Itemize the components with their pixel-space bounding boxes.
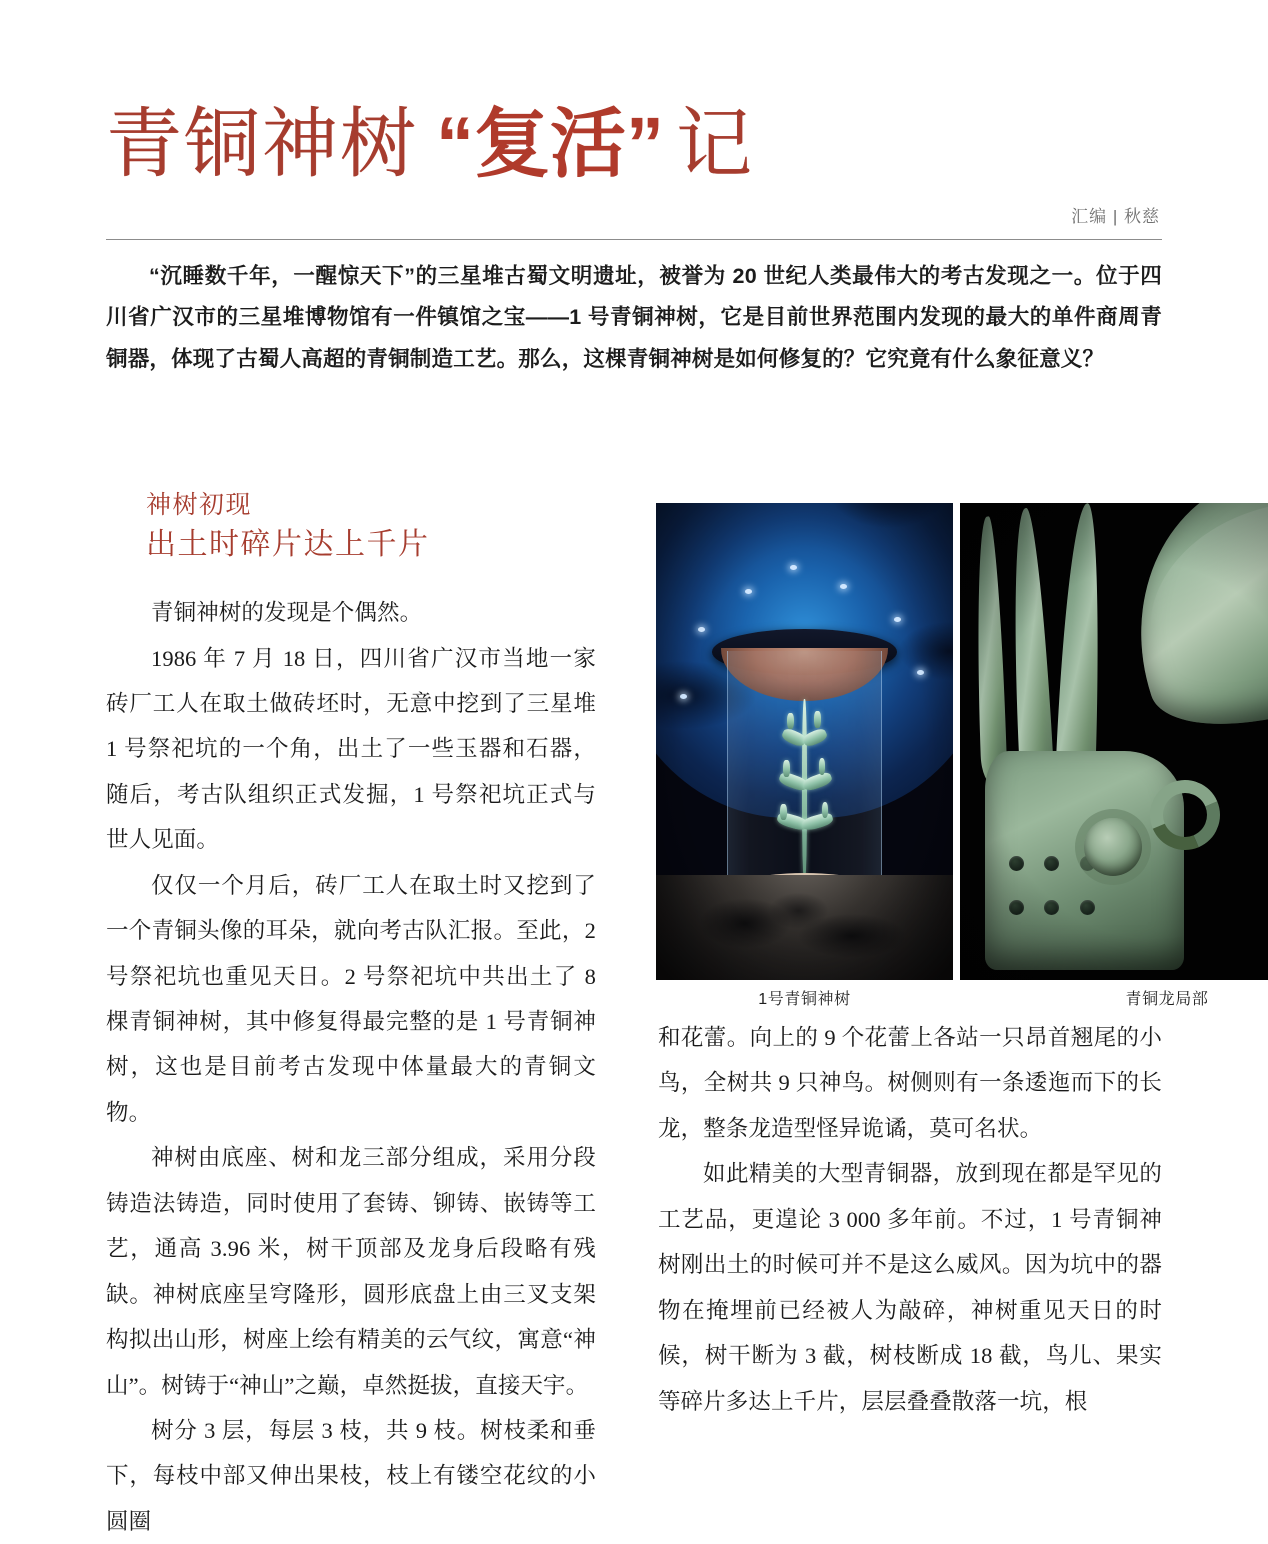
- masthead: [106, 104, 1162, 380]
- caption-dragon: 青铜龙局部: [1125, 991, 1209, 1008]
- headline-quoted: “复活”: [436, 102, 664, 187]
- photo-row: [656, 503, 1268, 980]
- museum-display-case-photo: [656, 503, 953, 980]
- headline-part2: 记: [676, 102, 753, 187]
- paragraph: 和花蕾。向上的 9 个花蕾上各站一只昂首翘尾的小鸟，全树共 9 只神鸟。树侧则有一条逶迤而下的长龙，整条龙造型怪异诡谲，莫可名状。: [658, 1025, 1162, 1141]
- section-kicker: 神树初现: [146, 491, 253, 519]
- article-body: [106, 488, 1209, 1534]
- headline-part1: 青铜神树: [106, 102, 418, 187]
- paragraph: 仅仅一个月后，砖厂工人在取土时又挖到了一个青铜头像的耳朵，就向考古队汇报。至此，2 号祭祀坑也重见天日。2 号祭祀坑中共出土了 8 棵青铜神树，其中修复得最完整的是 1 号青铜神树，这也是目前考古发现中体量最大的青铜文物。: [106, 872, 596, 1125]
- photo-captions: [656, 986, 1268, 1014]
- paragraph: 树分 3 层，每层 3 枝，共 9 枝。树枝柔和垂下，每枝中部又伸出果枝，枝上有镂空花纹的小圆圈: [106, 1417, 596, 1534]
- section-title: 出土时碎片达上千片: [146, 527, 430, 561]
- photo-vignette: [656, 503, 953, 980]
- left-column: [106, 488, 596, 1544]
- lead-paragraph: “沉睡数千年，一醒惊天下”的三星堆古蜀文明遗址，被誉为 20 世纪人类最伟大的考古发现之一。位于四川省广汉市的三星堆博物馆有一件镇馆之宝——1 号青铜神树，它是目前世界范围内发现的最大的单件商周青铜器，体现了古蜀人高超的青铜制造工艺。那么，这棵青铜神树是如何修复的？它究竟有什么象征意义？: [106, 264, 1162, 371]
- paragraph: 如此精美的大型青铜器，放到现在都是罕见的工艺品，更遑论 3 000 多年前。不过，1 号青铜神树刚出土的时候可并不是这么威风。因为坑中的器物在掩埋前已经被人为敲碎，神树重见天日的时候，树干断为 3 截，树枝断成 18 截，鸟儿、果实等碎片多达上千片，层层叠叠散落一坑，根: [658, 1161, 1162, 1414]
- paragraph: 神树由底座、树和龙三部分组成，采用分段铸造法铸造，同时使用了套铸、铆铸、嵌铸等工艺，通高 3.96 米，树干顶部及龙身后段略有残缺。神树底座呈穹隆形，圆形底盘上由三叉支架构拟出山形，树座上绘有精美的云气纹，寓意“神山”。树铸于“神山”之巅，卓然挺拔，直接天宇。: [106, 1145, 596, 1398]
- page-title: [106, 104, 1162, 186]
- header-divider: [106, 239, 1162, 240]
- byline: 汇编 | 秋慈: [1071, 207, 1160, 227]
- paragraph: 青铜神树的发现是个偶然。: [151, 600, 423, 626]
- photo-vignette: [960, 503, 1268, 980]
- section-heading: [146, 488, 596, 566]
- paragraph: 1986 年 7 月 18 日，四川省广汉市当地一家砖厂工人在取土做砖坯时，无意中挖到了三星堆 1 号祭祀坑的一个角，出土了一些玉器和石器，随后，考古队组织正式发掘，1 号祭祀坑正式与世人见面。: [106, 645, 596, 853]
- caption-museum: 1号青铜神树: [758, 991, 851, 1008]
- bronze-dragon-detail-photo: [960, 503, 1268, 980]
